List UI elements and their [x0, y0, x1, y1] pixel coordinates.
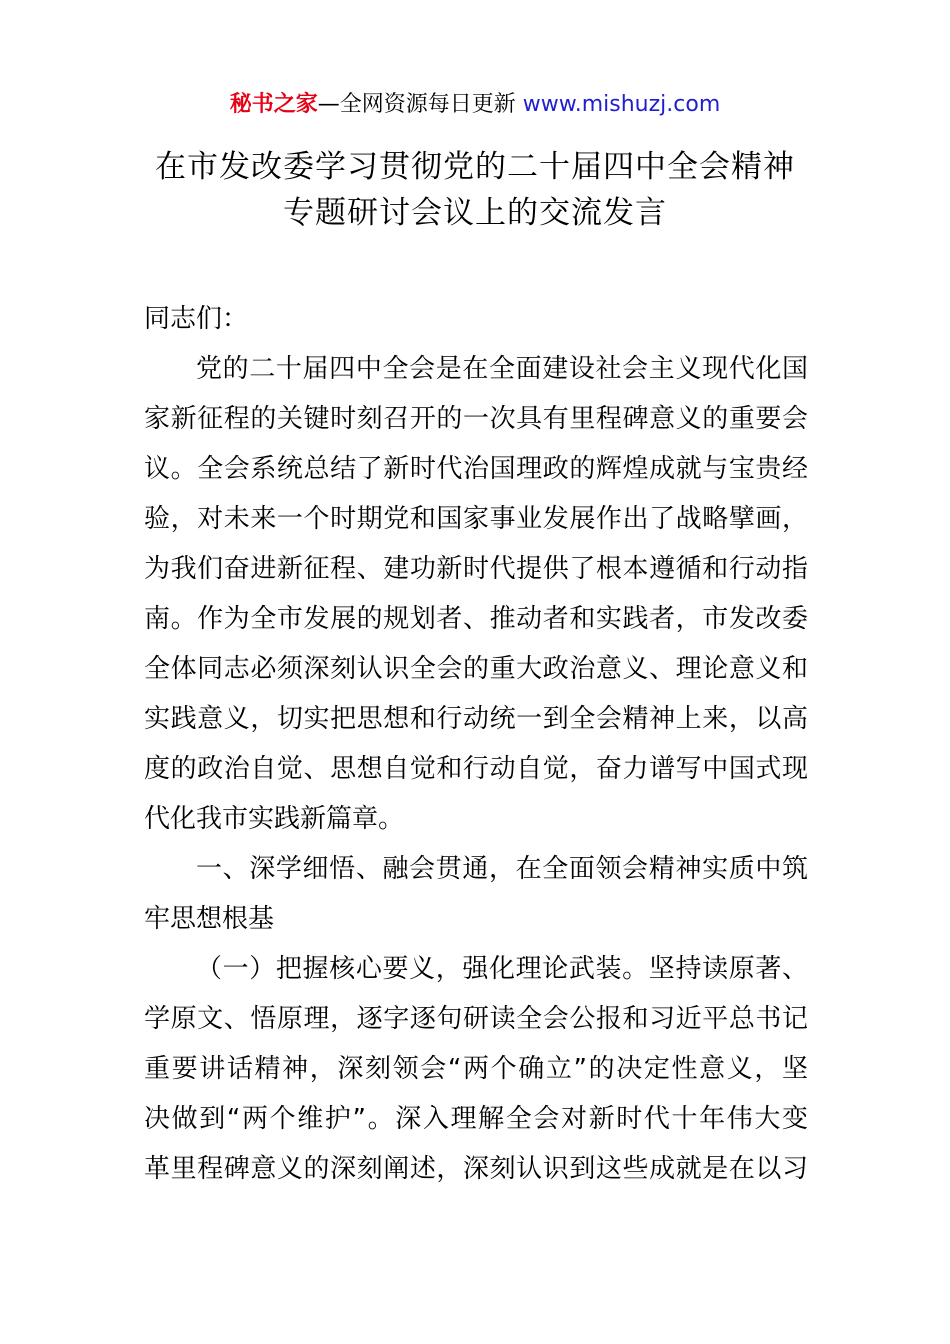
heading-line: 一、深学细悟、融会贯通，在全面领会精神实质中筑: [196, 854, 808, 884]
paragraph-line: 代化我市实践新篇章。: [144, 804, 405, 834]
paragraph-line: 议。全会系统总结了新时代治国理政的辉煌成就与宝贵经: [144, 454, 808, 484]
paragraph-2: [144, 944, 808, 1194]
brand-name: 秘书之家: [229, 92, 318, 117]
page-header: [0, 88, 950, 122]
paragraph-line: 为我们奋进新征程、建功新时代提供了根本遵循和行动指: [144, 554, 808, 584]
document-body: [144, 294, 808, 1194]
paragraph-line: （一）把握核心要义，强化理论武装。坚持读原著、: [196, 954, 808, 984]
paragraph-line: 重要讲话精神，深刻领会“两个确立”的决定性意义，坚: [144, 1054, 808, 1084]
greeting: 同志们：: [144, 304, 249, 334]
paragraph-line: 决做到“两个维护”。深入理解全会对新时代十年伟大变: [144, 1104, 808, 1134]
paragraph-line: 党的二十届四中全会是在全面建设社会主义现代化国: [196, 354, 808, 384]
paragraph-line: 验，对未来一个时期党和国家事业发展作出了战略擘画，: [144, 504, 808, 534]
paragraph-line: 度的政治自觉、思想自觉和行动自觉，奋力谱写中国式现: [144, 754, 808, 784]
title-line-2: 专题研讨会议上的交流发言: [283, 195, 667, 231]
paragraph-line: 南。作为全市发展的规划者、推动者和实践者，市发改委: [144, 604, 808, 634]
paragraph-1: [144, 344, 808, 844]
header-tagline: —全网资源每日更新: [317, 92, 523, 117]
section-1-heading: [144, 844, 808, 944]
paragraph-line: 学原文、悟原理，逐字逐句研读全会公报和习近平总书记: [144, 1004, 808, 1034]
site-url-link[interactable]: www.mishuzj.com: [522, 92, 721, 117]
paragraph-line: 全体同志必须深刻认识全会的重大政治意义、理论意义和: [144, 654, 808, 684]
paragraph-line: 家新征程的关键时刻召开的一次具有里程碑意义的重要会: [144, 404, 808, 434]
paragraph-line: 革里程碑意义的深刻阐述，深刻认识到这些成就是在以习: [144, 1154, 808, 1184]
heading-line: 牢思想根基: [144, 904, 275, 934]
document-title: [0, 144, 950, 236]
title-line-1: 在市发改委学习贯彻党的二十届四中全会精神: [155, 149, 795, 185]
paragraph-line: 实践意义，切实把思想和行动统一到全会精神上来，以高: [144, 704, 808, 734]
